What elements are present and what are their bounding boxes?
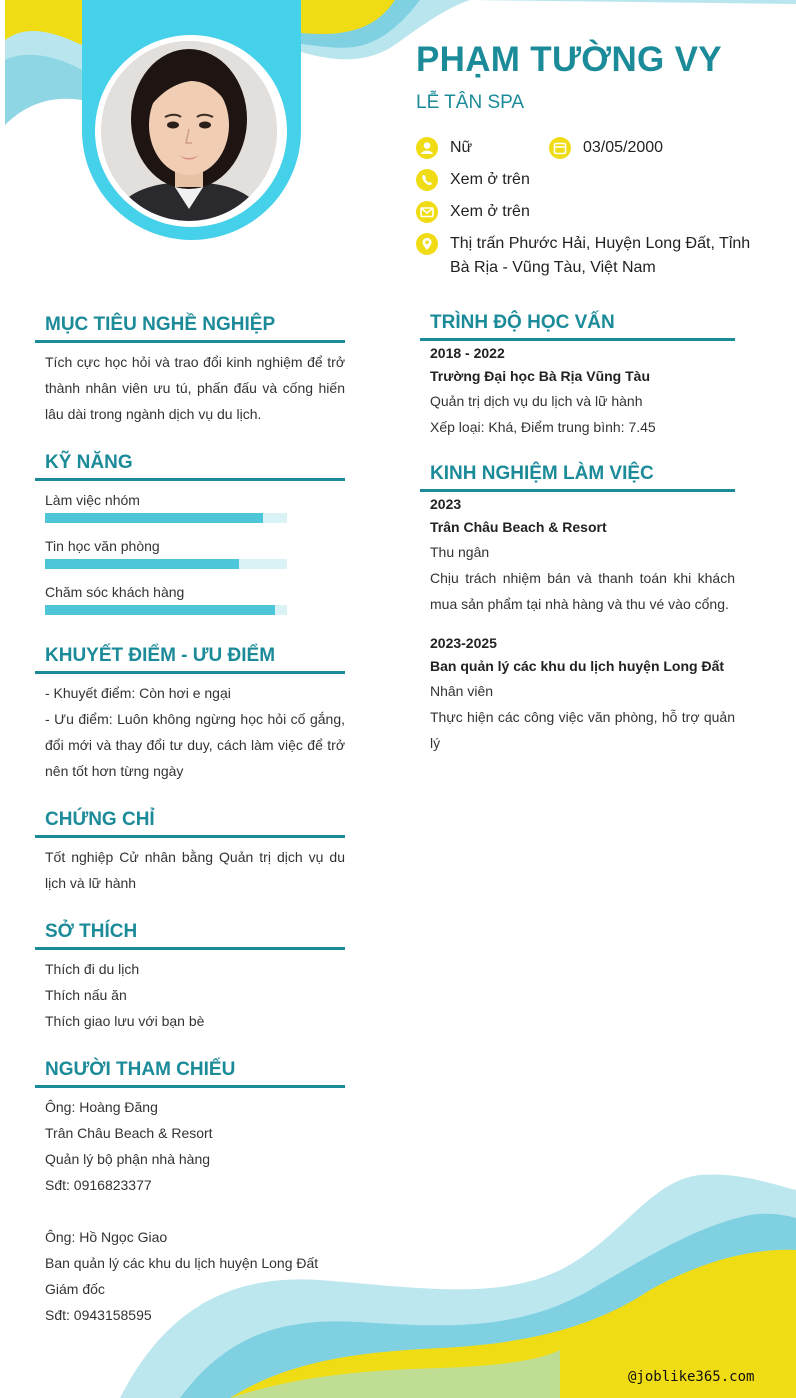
hobby-item: Thích nấu ăn [45,987,127,1003]
phone-value: Xem ở trên [450,171,530,188]
reference-role: Giám đốc [45,1281,105,1297]
section-divider [420,489,735,492]
strength-text: - Ưu điểm: Luôn không ngừng học hỏi cố gắng, đổi mới và thay đổi tư duy, cách làm việc để trở nên tốt hơn từng ngày [45,711,345,779]
reference-phone: Sđt: 0916823377 [45,1177,152,1193]
weakness-text: - Khuyết điểm: Còn hơi e ngại [45,685,231,701]
skill-bar-fill [45,559,239,569]
section-divider [35,671,345,674]
birthday-value: 03/05/2000 [583,139,664,156]
section-divider [35,340,345,343]
education-major: Quản trị dịch vụ du lịch và lữ hành [430,393,643,409]
section-title: KỸ NĂNG [45,452,133,473]
email-icon [416,201,438,223]
section-divider [35,947,345,950]
job-position: Nhân viên [430,683,494,699]
job-period: 2023 [430,496,462,512]
education-grade: Xếp loại: Khá, Điểm trung bình: 7.45 [430,419,656,435]
phone-icon [416,169,438,191]
hobby-item: Thích đi du lịch [45,961,140,977]
calendar-icon [549,137,571,159]
section-title: MỤC TIÊU NGHỀ NGHIỆP [45,314,276,335]
education-period: 2018 - 2022 [430,345,505,361]
skill-label: Làm việc nhóm [45,492,140,508]
reference-phone: Sđt: 0943158595 [45,1307,152,1323]
reference-name: Ông: Hoàng Đăng [45,1099,158,1115]
location-icon [416,233,438,255]
skill-label: Tin học văn phòng [45,538,160,554]
section-title: TRÌNH ĐỘ HỌC VẤN [430,312,615,333]
section-title: CHỨNG CHỈ [45,809,155,830]
job-title: LỄ TÂN SPA [416,92,525,113]
section-divider [35,835,345,838]
skill-label: Chăm sóc khách hàng [45,584,185,600]
section-title: NGƯỜI THAM CHIẾU [45,1059,236,1080]
profile-photo [101,41,277,221]
school-name: Trường Đại học Bà Rịa Vũng Tàu [430,368,651,384]
certificate-text: Tốt nghiệp Cử nhân bằng Quản trị dịch vụ du lịch và lữ hành [45,849,345,891]
skill-bar [45,513,287,523]
section-title: KHUYẾT ĐIỂM - ƯU ĐIỂM [45,645,276,666]
reference-company: Trân Châu Beach & Resort [45,1125,213,1141]
job-description: Chịu trách nhiệm bán và thanh toán khi khách mua sản phẩm tại nhà hàng và thu vé vào cổng. [430,570,735,612]
skill-bar-fill [45,605,275,615]
objective-text: Tích cực học hỏi và trao đổi kinh nghiệm để trở thành nhân viên ưu tú, phấn đấu và cống hiến lâu dài trong ngành dịch vụ du lịch. [45,354,345,422]
job-position: Thu ngân [430,544,490,560]
section-divider [35,1085,345,1088]
reference-role: Quản lý bộ phận nhà hàng [45,1151,211,1167]
candidate-name: PHẠM TƯỜNG VY [416,40,722,79]
skill-bar [45,559,287,569]
user-icon [416,137,438,159]
site-watermark: @joblike365.com [628,1369,755,1385]
skill-bar-fill [45,513,263,523]
skill-bar [45,605,287,615]
section-title: KINH NGHIỆM LÀM VIỆC [430,463,654,484]
job-description: Thực hiện các công việc văn phòng, hỗ trợ quản lý [430,709,735,751]
gender-value: Nữ [450,139,473,156]
reference-name: Ông: Hồ Ngọc Giao [45,1229,168,1245]
job-period: 2023-2025 [430,635,497,651]
job-company: Trân Châu Beach & Resort [430,519,607,535]
hobby-item: Thích giao lưu với bạn bè [45,1013,205,1029]
email-value: Xem ở trên [450,203,530,220]
section-title: SỞ THÍCH [45,921,138,942]
address-value: Thị trấn Phước Hải, Huyện Long Đất, Tỉnh Bà Rịa - Vũng Tàu, Việt Nam [450,235,751,276]
job-company: Ban quản lý các khu du lịch huyện Long Đất [430,658,725,674]
reference-company: Ban quản lý các khu du lịch huyện Long Đất [45,1255,319,1271]
section-divider [35,478,345,481]
